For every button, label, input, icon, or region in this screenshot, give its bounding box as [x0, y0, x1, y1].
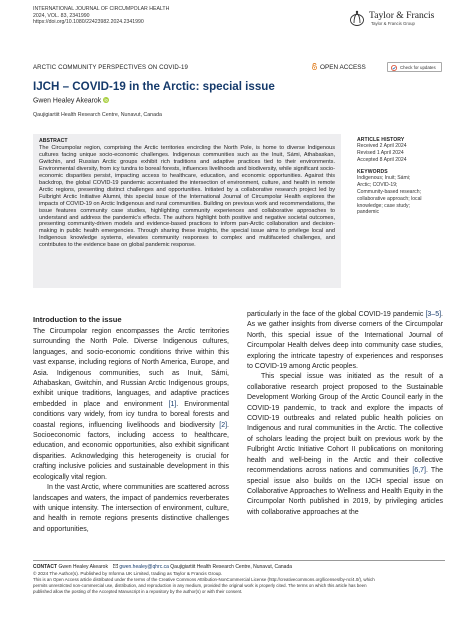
open-access-lock-icon [311, 63, 318, 70]
author-affiliation: Qaujigiartiit Health Research Centre, Nunavut, Canada [33, 112, 162, 118]
check-updates-label: Check for updates [400, 65, 436, 70]
body-paragraph: The Circumpolar region encompasses the Arctic territories surrounding the North Pole. Diverse Indigenous cultures, languages, and socio-economic conditions thrive within this vast expanse, including regions of North America, Europe, and Asia. Indigenous communities, such as Inuit, Sámi, Athabaskan, Gwitchin, and Russian Arctic Indigenous groups, exhibit unique traditions, languages, and adaptive practices embedded in place and environment [1]. Environmental conditions vary widely, from icy tundra to boreal forests and coastal regions, influencing livelihoods and biodiversity [2]. Socioeconomic factors, including access to healthcare, education, and economic opportunities, also exhibit significant disparities. Acknowledging this heterogeneity is crucial for crafting inclusive policies and sustainable development in this ecologically vital region. [33, 328, 229, 481]
citation-link[interactable]: [3–5] [425, 311, 442, 318]
journal-volume: 2024, VOL. 83, 2341990 [33, 12, 90, 19]
keywords-line: Community-based research; [357, 188, 421, 195]
history-accepted: Accepted 8 April 2024 [357, 156, 407, 163]
keywords-line: pandemic [357, 209, 380, 216]
check-updates-icon [391, 65, 397, 71]
contact-label: CONTACT [33, 564, 58, 570]
contact-line [33, 564, 445, 570]
license-line: published allow the posting of the Accepted Manuscript in a repository by the author(s) or with their consent. [33, 589, 243, 595]
publisher-name: Taylor & Francis [369, 10, 435, 21]
open-access-label: OPEN ACCESS [320, 64, 366, 71]
keywords-line: collaborative approach; local [357, 195, 422, 202]
journal-name: INTERNATIONAL JOURNAL OF CIRCUMPOLAR HEALTH [33, 6, 170, 12]
article-title: IJCH – COVID-19 in the Arctic: special issue [33, 80, 275, 93]
citation-link[interactable]: [2] [219, 421, 228, 429]
open-access-badge [311, 63, 366, 71]
body-column-left [33, 327, 229, 535]
contact-email-link[interactable]: gwen.healey@qhrc.ca [119, 564, 169, 570]
keywords-label: KEYWORDS [357, 169, 388, 176]
article-info-sidebar [357, 137, 447, 216]
body-paragraph: This special issue was initiated as the result of a collaborative research project proposed to the Sustainable Development Working Group of the Arctic Council early in the COVID-19 pandemic, to track and explore the impacts of COVID-19 outbreaks and related public health policies on Indigenous and rural communities in the Arctic. The collective of scholars leading the project built on previous work by the Fulbright Arctic Initiative Cohort II publications on monitoring health and well-being in the Arctic and their collective recommendations across nations and communities [6,7]. The special issue also builds on the IJCH special issue on Collaborative Approaches to Wellness and Health Equity in the Circumpolar North published in 2019, by privileging articles with collaborative approaches at the [247, 373, 443, 516]
section-label: ARCTIC COMMUNITY PERSPECTIVES ON COVID-19 [33, 64, 188, 71]
history-received: Received 2 April 2024 [357, 143, 407, 149]
section-heading-introduction: Introduction to the issue [33, 315, 122, 324]
abstract-text: The Circumpolar region, comprising the Arctic territories encircling the North Pole, is home to diverse Indigenous cultures facing unique socio-economic challenges. Indigenous communities such as the Inuit, Sámi, Athabaskan, Gwitchin, and Russian Arctic groups exhibit rich traditions and adaptive practices tied to their environments. Environmental diversity, from icy tundra to boreal forests, influences livelihoods and biodiversity, while significant socio-economic disparities persist, impacting access to healthcare, education, and economic opportunities. Against this backdrop, the global COVID-19 pandemic accentuated the intersection of environment, culture, and health in remote Arctic regions, presenting distinct challenges and opportunities. Initiated by a collaborative research project led by Fulbright Arctic Initiative Alumni, this special issue of the International Journal of Circumpolar Health explores the impacts of COVID-19 on Arctic Indigenous and rural communities. Building on previous work and recommendations, the issue features community case studies, highlighting community experiences and collaborative approaches to understand and address the pandemic's effects. The authors highlight both positive and negative societal outcomes, presenting community-driven models and evidence-based practices to inform pan-Arctic collaboration and decision-making in public health emergencies. Through sharing these insights, the special issue aims to privilege local and Indigenous knowledge systems, elevates community responses to complex and multifaceted challenges, and contributes to the evidence base on global pandemic response. [39, 145, 335, 249]
abstract-box [33, 134, 341, 288]
footer [33, 560, 445, 595]
check-for-updates-button[interactable] [387, 62, 442, 72]
article-history-label: ARTICLE HISTORY [357, 137, 405, 143]
citation-link[interactable]: [1] [168, 400, 177, 408]
history-revised: Revised 1 April 2024 [357, 149, 404, 156]
body-paragraph: In the vast Arctic, where communities are scattered across landscapes and waters, the impact of pandemics reverberates with unique intensity. The intersection of environment, culture, and health in remote regions presents distinctive challenges and opportunities, [33, 484, 229, 533]
orcid-icon[interactable] [103, 97, 109, 103]
taylor-francis-logo-icon [348, 9, 366, 27]
email-icon [113, 564, 118, 568]
license-line: permits unrestricted non-commercial use, distribution, and reproduction in any medium, provided the original work is properly cited. The terms on which this article has been [33, 583, 367, 589]
author-name[interactable]: Gwen Healey Akearok [33, 97, 102, 105]
author-line [33, 97, 109, 105]
publisher-group: Taylor & Francis Group [371, 21, 415, 26]
contact-name: Gwen Healey Akearok [58, 564, 108, 570]
citation-link[interactable]: [6,7] [412, 467, 426, 475]
section-row [33, 64, 443, 74]
body-column-right [247, 310, 443, 518]
keywords-line: Arctic; COVID-19; [357, 182, 398, 189]
publisher-logo[interactable] [348, 6, 448, 28]
abstract-label: ABSTRACT [39, 138, 68, 144]
contact-affiliation: Qaujigiartiit Health Research Centre, Nunavut, Canada [170, 564, 293, 570]
journal-header [33, 6, 293, 26]
journal-doi[interactable]: https://doi.org/10.1080/22423982.2024.2341990 [33, 19, 144, 26]
keywords-line: knowledge; case study; [357, 202, 410, 209]
copyright-notice: © 2024 The Author(s). Published by Informa UK Limited, trading as Taylor & Francis Group. [33, 571, 223, 576]
body-paragraph: particularly in the face of the global COVID-19 pandemic [3–5]. As we gather insights from diverse corners of the Circumpolar North, this special issue of the International Journal of Circumpolar Health delves deep into community case studies, exploring the intricate tapestry of experiences and responses to COVID-19 among Arctic peoples. [247, 311, 443, 371]
keywords-line: Indigenous; Inuit; Sámi; [357, 175, 411, 182]
license-line: This is an Open Access article distributed under the terms of the Creative Commons Attribution-NonCommercial License (http://creativecommons.org/licenses/by-nc/4.0/), which [33, 577, 375, 583]
